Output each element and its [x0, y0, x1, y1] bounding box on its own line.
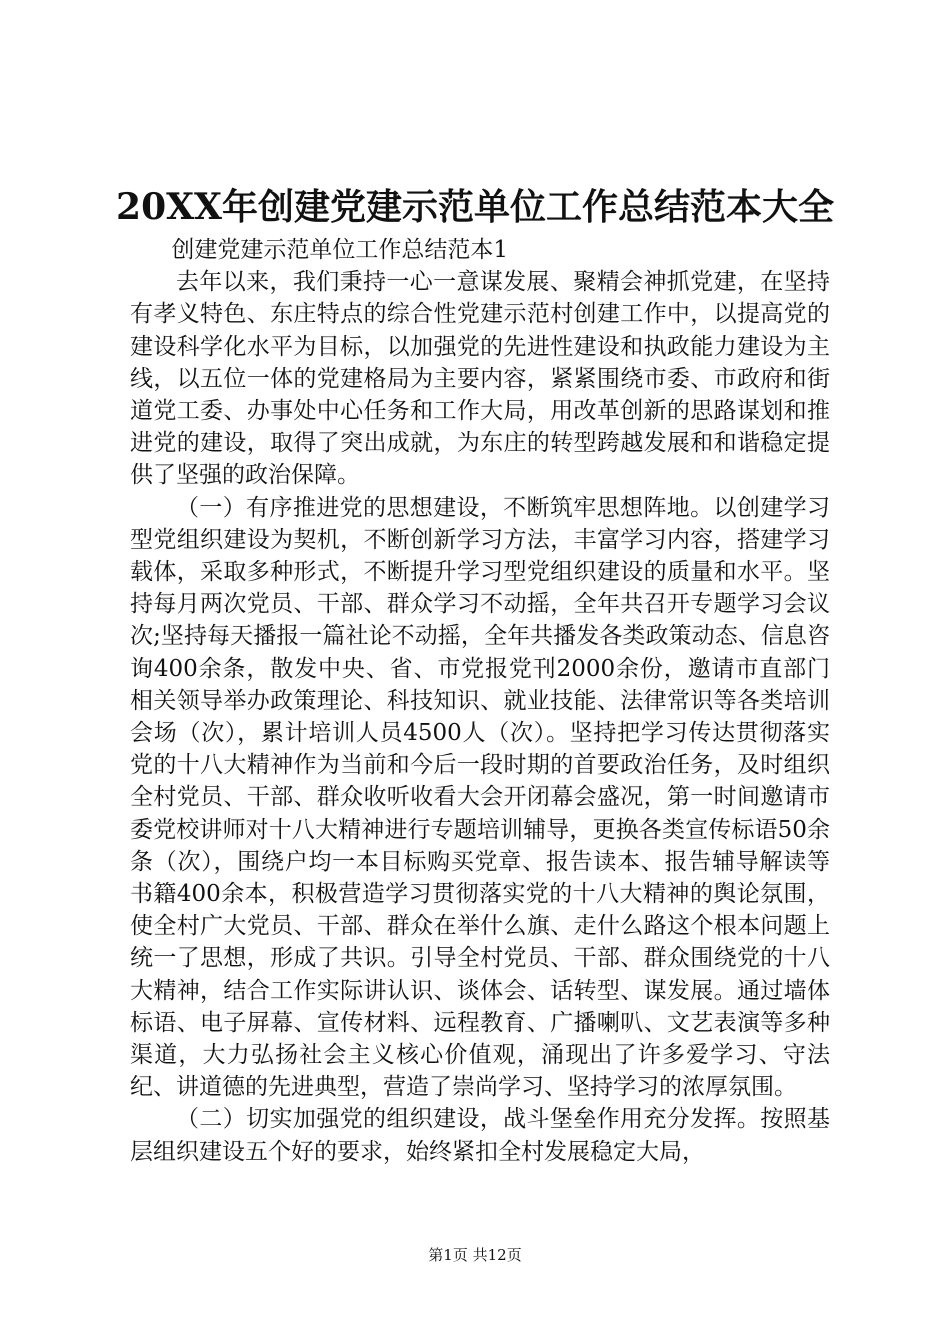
- page-number-footer: 第1页 共12页: [428, 1246, 522, 1264]
- paragraph-ideology: （一）有序推进党的思想建设，不断筑牢思想阵地。以创建学习型党组织建设为契机，不断创新学习方法，丰富学习内容，搭建学习载体，采取多种形式，不断提升学习型党组织建设的质量和水平。坚持每月两次党员、干部、群众学习不动摇，全年共召开专题学习会议次;坚持每天播报一篇社论不动摇，全年共播发各类政策动态、信息咨询400余条，散发中央、省、市党报党刊2000余份，邀请市直部门相关领导举办政策理论、科技知识、就业技能、法律常识等各类培训会场（次），累计培训人员4500人（次）。坚持把学习传达贯彻落实党的十八大精神作为当前和今后一段时期的首要政治任务，及时组织全村党员、干部、群众收听收看大会开闭幕会盛况，第一时间邀请市委党校讲师对十八大精神进行专题培训辅导，更换各类宣传标语50余条（次），围绕户均一本目标购买党章、报告读本、报告辅导解读等书籍400余本，积极营造学习贯彻落实党的十八大精神的舆论氛围，使全村广大党员、干部、群众在举什么旗、走什么路这个根本问题上统一了思想，形成了共识。引导全村党员、干部、群众围绕党的十八大精神，结合工作实际讲认识、谈体会、话转型、谋发展。通过墙体标语、电子屏幕、宣传材料、远程教育、广播喇叭、文艺表演等多种渠道，大力弘扬社会主义核心价值观，涌现出了许多爱学习、守法纪、讲道德的先进典型，营造了崇尚学习、坚持学习的浓厚氛围。: [130, 494, 830, 1101]
- section-subtitle: 创建党建示范单位工作总结范本1: [171, 237, 509, 263]
- page-title: 20XX年创建党建示范单位工作总结范本大全: [116, 186, 834, 228]
- paragraph-intro: 去年以来，我们秉持一心一意谋发展、聚精会神抓党建，在坚持有孝义特色、东庄特点的综合性党建示范村创建工作中，以提高党的建设科学化水平为目标，以加强党的先进性建设和执政能力建设为主线，以五位一体的党建格局为主要内容，紧紧围绕市委、市政府和街道党工委、办事处中心任务和工作大局，用改革创新的思路谋划和推进党的建设，取得了突出成就，为东庄的转型跨越发展和和谐稳定提供了坚强的政治保障。: [130, 269, 830, 489]
- document-body: [130, 234, 830, 1168]
- paragraph-organization: （二）切实加强党的组织建设，战斗堡垒作用充分发挥。按照基层组织建设五个好的要求，始终紧扣全村发展稳定大局，: [130, 1106, 830, 1165]
